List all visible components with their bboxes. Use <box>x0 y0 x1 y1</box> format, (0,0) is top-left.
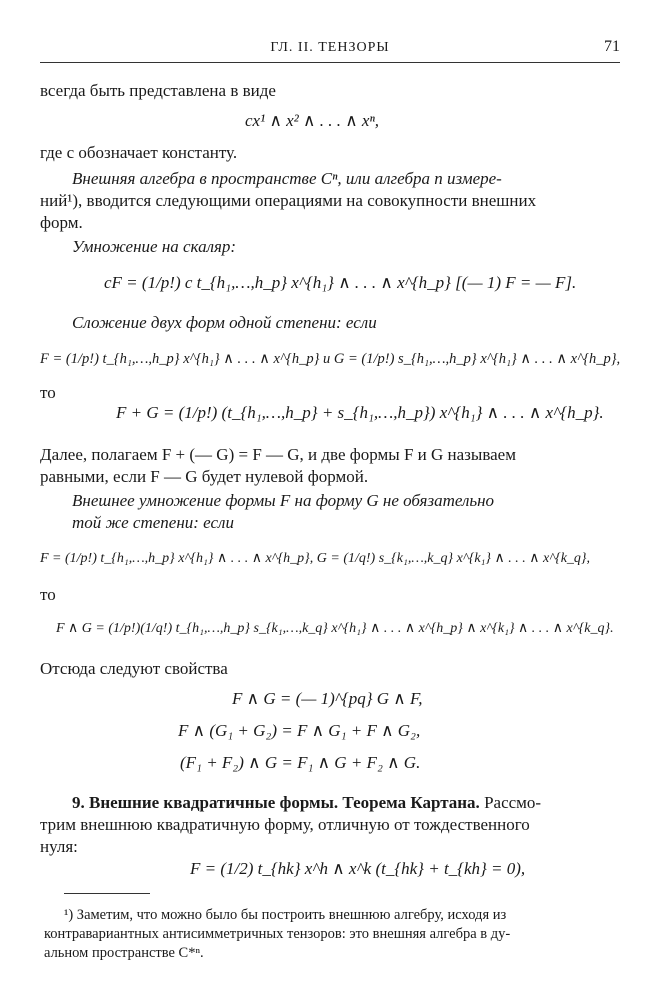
subheading: Внешнее умножение формы F на форму G не обязательно <box>72 491 495 510</box>
text-line: форм. <box>40 213 83 232</box>
running-header <box>40 38 620 63</box>
text-line: трим внешнюю квадратичную форму, отличную от тождественного <box>40 815 530 834</box>
text-line: всегда быть представлена в виде <box>40 81 276 100</box>
footnote-line: альном пространстве C*ⁿ. <box>44 945 204 961</box>
formula: cF = (1/p!) c t_{h₁,…,h_p} x^{h₁} ∧ . . . ∧ x^{h_p} [(— 1) F = — F]. <box>104 273 577 292</box>
page-number: 71 <box>604 38 620 55</box>
footnote-divider <box>64 893 150 894</box>
formula: (F₁ + F₂) ∧ G = F₁ ∧ G + F₂ ∧ G. <box>180 753 421 772</box>
text-line: ний¹), вводится следующими операциями на совокупности внешних <box>40 191 537 210</box>
formula: F ∧ G = (— 1)^{pq} G ∧ F, <box>232 689 423 708</box>
text-line: Отсюда следуют свойства <box>40 659 228 678</box>
formula: F + G = (1/p!) (t_{h₁,…,h_p} + s_{h₁,…,h_p}) x^{h₁} ∧ . . . ∧ x^{h_p}. <box>116 403 604 422</box>
formula: F = (1/p!) t_{h₁,…,h_p} x^{h₁} ∧ . . . ∧ x^{h_p}, G = (1/q!) s_{k₁,…,k_q} x^{k₁} ∧ . . . ∧ x^{k_q}, <box>40 551 591 566</box>
formula: F ∧ G = (1/p!)(1/q!) t_{h₁,…,h_p} s_{k₁,…,k_q} x^{h₁} ∧ . . . ∧ x^{h_p} ∧ x^{k₁} ∧ . . . ∧ x^{k_q}. <box>56 621 614 636</box>
section-title: 9. Внешние квадратичные формы. Теорема Картана. <box>72 793 480 812</box>
footnote-line: контравариантных антисимметричных тензоров: это внешняя алгебра в ду- <box>44 926 511 942</box>
subheading: Сложение двух форм одной степени: если <box>72 313 377 332</box>
text-fragment: Рассмо- <box>479 793 542 812</box>
formula: F = (1/2) t_{hk} x^h ∧ x^k (t_{hk} + t_{kh} = 0), <box>190 859 526 878</box>
footnote-line: ¹) Заметим, что можно было бы построить внешнюю алгебру, исходя из <box>64 907 507 923</box>
subheading: Умножение на скаляр: <box>72 237 237 256</box>
text-line: где c обозначает константу. <box>40 143 238 162</box>
text-line: то <box>40 585 56 604</box>
text-line: равными, если F — G будет нулевой формой. <box>40 467 369 486</box>
formula: F = (1/p!) t_{h₁,…,h_p} x^{h₁} ∧ . . . ∧ x^{h_p} и G = (1/p!) s_{h₁,…,h_p} x^{h₁} ∧ . . . ∧ x^{h_p}, <box>40 351 621 367</box>
text-line: нуля: <box>40 837 78 856</box>
chapter-title: ГЛ. II. ТЕНЗОРЫ <box>270 40 390 55</box>
subheading: той же степени: если <box>72 513 234 532</box>
formula: F ∧ (G₁ + G₂) = F ∧ G₁ + F ∧ G₂, <box>178 721 421 740</box>
text-line: Далее, полагаем F + (— G) = F — G, и две формы F и G называем <box>40 445 516 464</box>
text-line: то <box>40 383 56 402</box>
section-heading <box>72 792 541 814</box>
formula: cx¹ ∧ x² ∧ . . . ∧ xⁿ, <box>245 111 380 130</box>
text-line: Внешняя алгебра в пространстве Cⁿ, или алгебра n измере- <box>72 169 502 188</box>
